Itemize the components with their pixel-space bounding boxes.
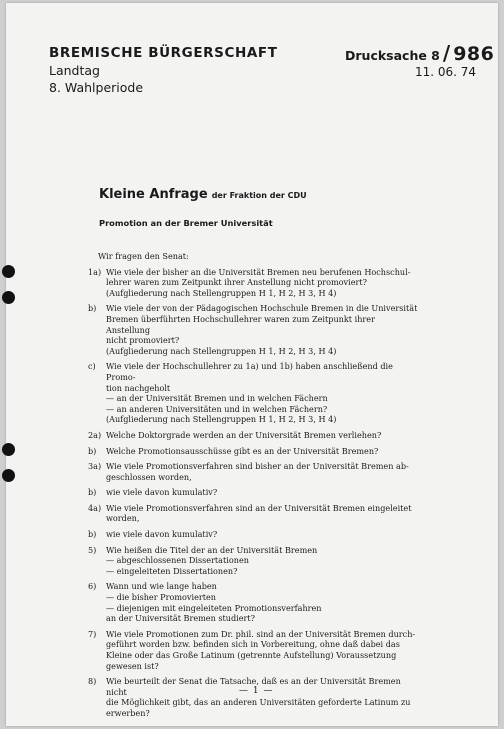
header-wahlperiode: 8. Wahlperiode xyxy=(49,80,144,95)
document-title xyxy=(99,183,307,202)
question-text xyxy=(106,267,418,299)
question-label: 8) xyxy=(88,676,97,687)
question-item xyxy=(88,503,418,524)
question-label: 3a) xyxy=(88,461,102,472)
question-text xyxy=(106,461,418,482)
question-text xyxy=(106,446,418,457)
question-line: Wie viele der Hochschullehrer zu 1a) und 1b) haben anschließend die Promo- xyxy=(106,361,393,382)
question-text xyxy=(106,503,418,524)
question-line: (Aufgliederung nach Stellengruppen H 1, H 2, H 3, H 4) xyxy=(106,345,337,356)
title-main: Kleine Anfrage xyxy=(99,187,208,202)
question-line: Wie beurteilt der Senat die Tatsache, daß es an der Universität Bremen nicht xyxy=(106,676,401,697)
question-line: Kleine oder das Große Latinum (getrennte Aufstellung) Voraussetzung xyxy=(106,650,397,660)
question-line: — eingeleiteten Dissertationen? xyxy=(106,565,238,576)
question-label: 1a) xyxy=(88,266,102,277)
question-item xyxy=(88,303,418,356)
question-item xyxy=(88,529,418,540)
question-line: Wie viele der von der Pädagogischen Hochschule Bremen in die Universität xyxy=(106,303,418,314)
document-page xyxy=(6,3,498,726)
question-item xyxy=(88,461,418,482)
question-label: 2a) xyxy=(88,429,102,440)
question-line: Wie heißen die Titel der an der Universität Bremen xyxy=(106,544,318,555)
question-line: (Aufgliederung nach Stellengruppen H 1, H 2, H 3, H 4) xyxy=(106,287,337,298)
drucksache-label: Drucksache 8 xyxy=(345,48,440,63)
header-landtag: Landtag xyxy=(49,63,100,78)
document-date: 11. 06. 74 xyxy=(415,65,477,79)
question-text xyxy=(106,529,418,540)
page-number: — 1 — xyxy=(239,686,274,696)
question-line: — an der Universität Bremen und in welchen Fächern xyxy=(106,393,328,404)
drucksache-label-block xyxy=(345,41,494,65)
question-text xyxy=(106,361,418,425)
question-item xyxy=(88,676,418,718)
question-line: — an anderen Universitäten und in welchen Fächern? xyxy=(106,403,328,414)
question-label: b) xyxy=(88,529,97,540)
question-line: Wie viele der bisher an die Universität Bremen neu berufenen Hochschul- xyxy=(106,266,411,277)
question-line: tion nachgeholt xyxy=(106,382,171,393)
drucksache-number: 986 xyxy=(453,43,495,65)
intro-text: Wir fragen den Senat: xyxy=(98,251,189,261)
question-line: Welche Doktorgrade werden an der Universität Bremen verliehen? xyxy=(106,429,382,440)
question-label: 5) xyxy=(88,544,97,555)
question-text xyxy=(106,545,418,577)
question-line: geschlossen worden, xyxy=(106,471,192,482)
question-item xyxy=(88,361,418,425)
question-line: die Möglichkeit gibt, das an anderen Universitäten geforderte Latinum zu xyxy=(106,697,411,708)
question-line: erwerben? xyxy=(106,707,150,718)
question-line: nicht promoviert? xyxy=(106,335,180,346)
document-subject: Promotion an der Bremer Universität xyxy=(99,218,273,228)
question-text xyxy=(106,303,418,356)
question-item xyxy=(88,629,418,671)
question-label: b) xyxy=(88,303,97,314)
question-item xyxy=(88,267,418,299)
question-label: 6) xyxy=(88,581,97,592)
question-line: — abgeschlossenen Dissertationen xyxy=(106,555,249,566)
question-item xyxy=(88,545,418,577)
question-line: wie viele davon kumulativ? xyxy=(106,529,218,540)
question-text xyxy=(106,676,418,718)
punch-hole-3 xyxy=(2,443,15,456)
question-item xyxy=(88,581,418,623)
question-text xyxy=(106,487,418,498)
question-list xyxy=(88,251,418,724)
question-line: lehrer waren zum Zeitpunkt ihrer Anstellung nicht promoviert? xyxy=(106,277,367,288)
question-line: worden, xyxy=(106,513,140,524)
question-label: 7) xyxy=(88,628,97,639)
question-line: Wie viele Promotionen zum Dr. phil. sind an der Universität Bremen durch- xyxy=(106,628,416,639)
question-label: b) xyxy=(88,445,97,456)
question-item xyxy=(88,446,418,457)
question-label: b) xyxy=(88,487,97,498)
question-label: 4a) xyxy=(88,502,102,513)
question-line: Wie viele Promotionsverfahren sind bisher an der Universität Bremen ab- xyxy=(106,461,409,472)
question-line: wie viele davon kumulativ? xyxy=(106,487,218,498)
question-line: gewesen ist? xyxy=(106,660,159,671)
question-line: — diejenigen mit eingeleiteten Promotionsverfahren xyxy=(106,602,322,613)
question-line: (Aufgliederung nach Stellengruppen H 1, H 2, H 3, H 4) xyxy=(106,414,337,425)
question-line: Wann und wie lange haben xyxy=(106,581,217,592)
question-text xyxy=(106,581,418,623)
question-line: Wie viele Promotionsverfahren sind an der Universität Bremen eingeleitet xyxy=(106,502,412,513)
question-line: an der Universität Bremen studiert? xyxy=(106,613,256,624)
question-text xyxy=(106,629,418,671)
question-label: c) xyxy=(88,361,96,372)
punch-hole-1 xyxy=(2,265,15,278)
question-line: — die bisher Promovierten xyxy=(106,592,216,603)
drucksache-slash: / xyxy=(442,41,451,65)
question-line: Bremen überführten Hochschullehrer waren zum Zeitpunkt ihrer Anstellung xyxy=(106,313,375,335)
title-sub: der Fraktion der CDU xyxy=(211,191,307,200)
question-item xyxy=(88,487,418,498)
question-text xyxy=(106,430,418,441)
question-line: geführt worden bzw. befinden sich in Vorbereitung, ohne daß dabei das xyxy=(106,639,400,650)
punch-hole-4 xyxy=(2,469,15,482)
question-line: Welche Promotionsausschüsse gibt es an der Universität Bremen? xyxy=(106,445,379,456)
header-organization: BREMISCHE BÜRGERSCHAFT xyxy=(49,45,278,61)
questions-container xyxy=(88,267,418,719)
question-item xyxy=(88,430,418,441)
punch-hole-2 xyxy=(2,291,15,304)
